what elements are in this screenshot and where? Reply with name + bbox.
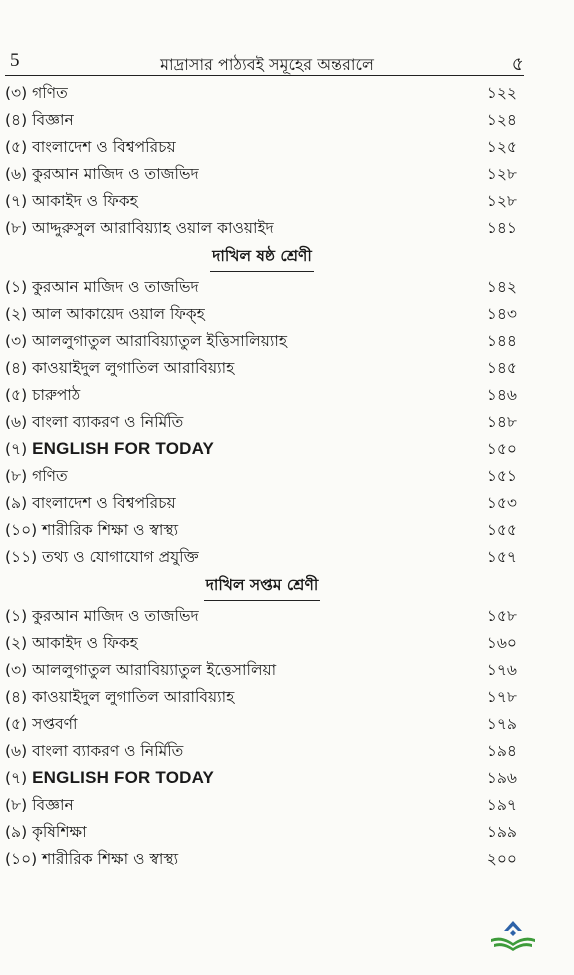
toc-entry[interactable] xyxy=(5,355,519,382)
toc-entry-page: ১৫৩ xyxy=(486,493,517,512)
toc-entry-page: ১৫১ xyxy=(486,466,517,485)
toc-entry[interactable] xyxy=(5,544,519,571)
section-heading-text: দাখিল সপ্তম শ্রেণী xyxy=(204,573,321,601)
toc-entry-title: (১০) শারীরিক শিক্ষা ও স্বাস্থ্য xyxy=(5,520,179,539)
toc-entry-title: (৫) সপ্তবর্ণা xyxy=(5,714,78,733)
toc-entry-page: ১৯৯ xyxy=(486,822,517,841)
toc-entry-page: ২০০ xyxy=(486,849,517,868)
toc-entry[interactable] xyxy=(5,657,519,684)
toc-entry-page: ১৪১ xyxy=(486,218,517,237)
section-heading-text: দাখিল ষষ্ঠ শ্রেণী xyxy=(210,244,314,272)
page-header xyxy=(10,50,524,74)
toc-entry-title: (৫) চারুপাঠ xyxy=(5,385,81,404)
toc-entry-title: (৩) আললুগাতুল আরাবিয়্যাতুল ইত্তিসালিয়্যাহ xyxy=(5,331,287,350)
toc-entry-page: ১২৪ xyxy=(486,110,517,129)
toc-entry-english-title: ENGLISH FOR TODAY xyxy=(32,767,215,787)
toc-entry-title xyxy=(5,437,214,463)
toc-entry-title: (১১) তথ্য ও যোগাযোগ প্রযুক্তি xyxy=(5,547,199,566)
toc-entry-title: (১) কুরআন মাজিদ ও তাজভিদ xyxy=(5,277,199,296)
toc-entry-title: (৩) গণিত xyxy=(5,83,68,102)
toc-entry-english-title: ENGLISH FOR TODAY xyxy=(32,438,215,458)
toc-entry-page: ১২৮ xyxy=(486,164,517,183)
logo-diamond xyxy=(510,930,516,936)
toc-entry[interactable] xyxy=(5,630,519,657)
toc-entry[interactable] xyxy=(5,792,519,819)
toc-entry[interactable] xyxy=(5,463,519,490)
toc-entry[interactable] xyxy=(5,382,519,409)
toc-entry-page: ১৯৭ xyxy=(486,795,517,814)
toc-entry-title: (৬) বাংলা ব্যাকরণ ও নির্মিতি xyxy=(5,741,184,760)
toc-entry[interactable] xyxy=(5,107,519,134)
toc-entry-page: ১৫০ xyxy=(486,439,517,458)
toc-entry-page: ১৪৬ xyxy=(486,385,517,404)
toc-entry-title: (৪) কাওয়াইদুল লুগাতিল আরাবিয়্যাহ xyxy=(5,358,235,377)
toc-entry-number: (৭) xyxy=(5,768,28,787)
toc-entry-title: (৭) আকাইদ ও ফিকহ xyxy=(5,191,138,210)
toc-entry[interactable] xyxy=(5,274,519,301)
toc-entry-title: (২) আকাইদ ও ফিকহ xyxy=(5,633,138,652)
section-heading-class-6 xyxy=(5,242,519,274)
toc-entry[interactable] xyxy=(5,684,519,711)
toc-entry[interactable] xyxy=(5,738,519,765)
toc-entry-page: ১২৮ xyxy=(486,191,517,210)
toc-entry[interactable] xyxy=(5,846,519,873)
running-title: মাদ্রাসার পাঠ্যবই সমূহের অন্তরালে xyxy=(160,55,374,74)
toc-entry-page: ১৪৪ xyxy=(486,331,517,350)
page-number-bengali: ৫ xyxy=(511,53,524,75)
toc-entry-title: (৮) বিজ্ঞান xyxy=(5,795,74,814)
toc-entry-page: ১৬০ xyxy=(486,633,517,652)
toc-entry-title: (৩) আললুগাতুল আরাবিয়্যাতুল ইত্তেসালিয়া xyxy=(5,660,277,679)
toc-entry[interactable] xyxy=(5,517,519,544)
toc-entry-page: ১৪৫ xyxy=(486,358,517,377)
publisher-logo-icon xyxy=(488,917,538,957)
toc-entry-title xyxy=(5,766,214,792)
toc-entry-page: ১৪৮ xyxy=(486,412,517,431)
toc-entry[interactable] xyxy=(5,161,519,188)
toc-entry-number: (৭) xyxy=(5,439,28,458)
toc-entry[interactable] xyxy=(5,80,519,107)
toc-entry[interactable] xyxy=(5,765,519,792)
logo-roof xyxy=(504,921,522,931)
toc-entry[interactable] xyxy=(5,711,519,738)
toc-entry-title: (২) আল আকায়েদ ওয়াল ফিক্হ xyxy=(5,304,205,323)
toc-entry-page: ১৫৮ xyxy=(486,606,517,625)
toc-entry[interactable] xyxy=(5,188,519,215)
toc-entry-page: ১৭৯ xyxy=(486,714,517,733)
toc-entry[interactable] xyxy=(5,328,519,355)
toc-entry-title: (৮) আদ্দুরুসুল আরাবিয়্যাহ ওয়াল কাওয়াইদ xyxy=(5,218,274,237)
toc-entry-title: (১) কুরআন মাজিদ ও তাজভিদ xyxy=(5,606,199,625)
toc-entry[interactable] xyxy=(5,819,519,846)
toc-entry-title: (৯) কৃষিশিক্ষা xyxy=(5,822,87,841)
toc-entry-page: ১৭৬ xyxy=(486,660,517,679)
toc-entry-page: ১৪৩ xyxy=(486,304,517,323)
section-heading-class-7 xyxy=(5,571,519,603)
toc-entry-title: (৮) গণিত xyxy=(5,466,68,485)
toc-entry[interactable] xyxy=(5,436,519,463)
toc-entry-page: ১৯৪ xyxy=(486,741,517,760)
toc-entry-page: ১২২ xyxy=(486,83,517,102)
toc-entry[interactable] xyxy=(5,134,519,161)
toc-entry-title: (৪) বিজ্ঞান xyxy=(5,110,74,129)
toc-entry-title: (৬) বাংলা ব্যাকরণ ও নির্মিতি xyxy=(5,412,184,431)
header-rule xyxy=(5,75,524,76)
toc-entry-title: (৬) কুরআন মাজিদ ও তাজভিদ xyxy=(5,164,199,183)
table-of-contents xyxy=(5,80,519,873)
toc-entry-page: ১৪২ xyxy=(486,277,517,296)
toc-entry[interactable] xyxy=(5,603,519,630)
toc-entry[interactable] xyxy=(5,215,519,242)
toc-entry-page: ১৭৮ xyxy=(486,687,517,706)
toc-entry-page: ১৯৬ xyxy=(486,768,517,787)
page-number-latin: 5 xyxy=(10,50,20,71)
toc-entry-title: (৫) বাংলাদেশ ও বিশ্বপরিচয় xyxy=(5,137,176,156)
toc-entry-page: ১৫৭ xyxy=(486,547,517,566)
toc-entry[interactable] xyxy=(5,409,519,436)
toc-entry-title: (৪) কাওয়াইদুল লুগাতিল আরাবিয়্যাহ xyxy=(5,687,235,706)
toc-entry-page: ১২৫ xyxy=(486,137,517,156)
toc-entry-title: (১০) শারীরিক শিক্ষা ও স্বাস্থ্য xyxy=(5,849,179,868)
toc-entry[interactable] xyxy=(5,301,519,328)
toc-entry[interactable] xyxy=(5,490,519,517)
toc-entry-title: (৯) বাংলাদেশ ও বিশ্বপরিচয় xyxy=(5,493,176,512)
toc-entry-page: ১৫৫ xyxy=(486,520,517,539)
